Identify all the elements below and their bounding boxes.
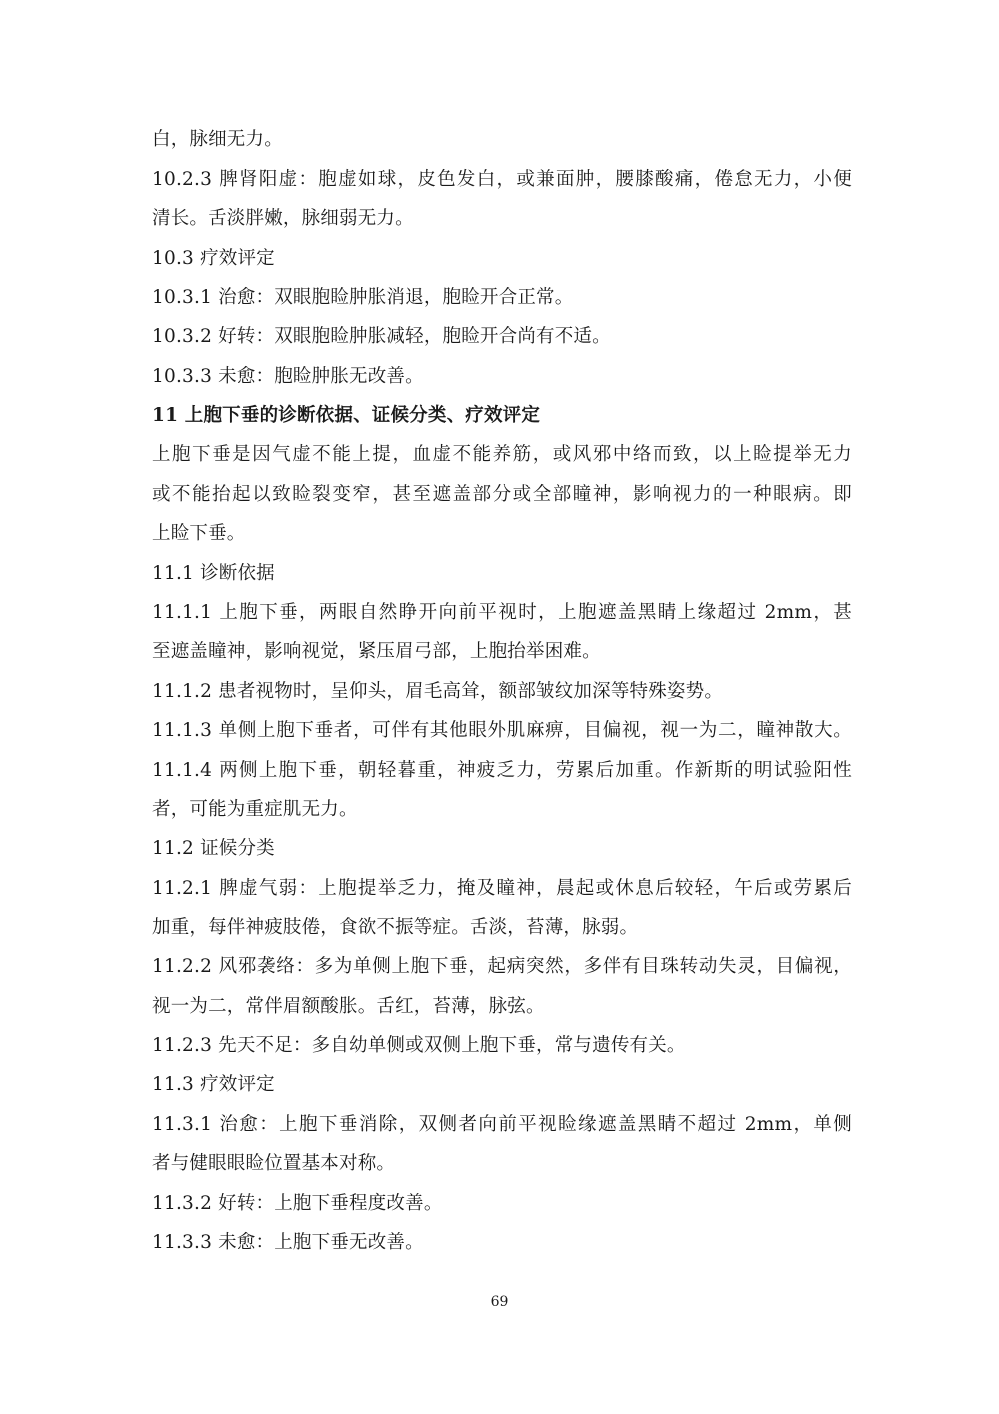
text-line: 上胞下垂是因气虚不能上提，血虚不能养筋，或风邪中络而致，以上睑提举无力 bbox=[152, 444, 852, 465]
text-line: 10.2.3 脾肾阳虚：胞虚如球，皮色发白，或兼面肿，腰膝酸痛，倦怠无力，小便 bbox=[152, 169, 852, 190]
text-line: 至遮盖瞳神，影响视觉，紧压眉弓部，上胞抬举困难。 bbox=[152, 641, 601, 662]
text-line: 11.1.2 患者视物时，呈仰头，眉毛高耸，额部皱纹加深等特殊姿势。 bbox=[152, 681, 724, 702]
text-line: 者与健眼眼睑位置基本对称。 bbox=[152, 1153, 396, 1174]
text-line: 11.1.1 上胞下垂，两眼自然睁开向前平视时，上胞遮盖黑睛上缘超过 2mm，甚 bbox=[152, 602, 852, 623]
chapter-heading: 11 上胞下垂的诊断依据、证候分类、疗效评定 bbox=[152, 405, 541, 426]
text-line: 白，脉细无力。 bbox=[152, 129, 283, 150]
text-line: 11.3.1 治愈：上胞下垂消除，双侧者向前平视睑缘遮盖黑睛不超过 2mm，单侧 bbox=[152, 1114, 852, 1135]
text-line: 清长。舌淡胖嫩，脉细弱无力。 bbox=[152, 208, 414, 229]
text-line: 11.3.2 好转：上胞下垂程度改善。 bbox=[152, 1193, 443, 1214]
text-line: 11.1.4 两侧上胞下垂，朝轻暮重，神疲乏力，劳累后加重。作新斯的明试验阳性 bbox=[152, 760, 852, 781]
text-line: 或不能抬起以致睑裂变窄，甚至遮盖部分或全部瞳神，影响视力的一种眼病。即 bbox=[152, 484, 852, 505]
text-line: 11.2.3 先天不足：多自幼单侧或双侧上胞下垂，常与遗传有关。 bbox=[152, 1035, 686, 1056]
text-line: 11.1.3 单侧上胞下垂者，可伴有其他眼外肌麻痹，目偏视，视一为二，瞳神散大。 bbox=[152, 720, 852, 741]
text-line: 11.2.1 脾虚气弱：上胞提举乏力，掩及瞳神，晨起或休息后较轻，午后或劳累后 bbox=[152, 878, 852, 899]
section-heading: 10.3 疗效评定 bbox=[152, 248, 275, 269]
text-line: 者，可能为重症肌无力。 bbox=[152, 799, 358, 820]
section-heading: 11.3 疗效评定 bbox=[152, 1074, 275, 1095]
text-line: 上睑下垂。 bbox=[152, 523, 246, 544]
text-line: 10.3.1 治愈：双眼胞睑肿胀消退，胞睑开合正常。 bbox=[152, 287, 574, 308]
section-heading: 11.1 诊断依据 bbox=[152, 563, 275, 584]
text-line: 11.2.2 风邪袭络：多为单侧上胞下垂，起病突然，多伴有目珠转动失灵，目偏视， bbox=[152, 956, 852, 977]
section-heading: 11.2 证候分类 bbox=[152, 838, 275, 859]
text-line: 视一为二，常伴眉额酸胀。舌红，苔薄，脉弦。 bbox=[152, 996, 545, 1017]
text-line: 11.3.3 未愈：上胞下垂无改善。 bbox=[152, 1232, 424, 1253]
text-line: 10.3.3 未愈：胞睑肿胀无改善。 bbox=[152, 366, 424, 387]
page-number: 69 bbox=[490, 1294, 509, 1310]
text-line: 10.3.2 好转：双眼胞睑肿胀减轻，胞睑开合尚有不适。 bbox=[152, 326, 611, 347]
text-line: 加重，每伴神疲肢倦，食欲不振等症。舌淡，苔薄，脉弱。 bbox=[152, 917, 639, 938]
